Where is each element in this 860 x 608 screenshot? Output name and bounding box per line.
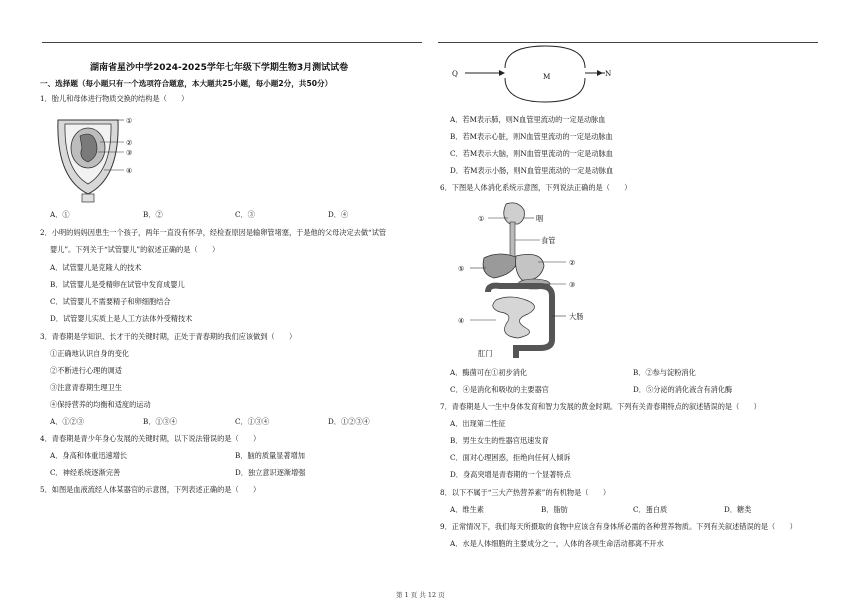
- q3-option-a[interactable]: A．①②③: [50, 417, 84, 426]
- q3-item-3: ③注意青春期生理卫生: [50, 383, 122, 392]
- q1-label-2: ②: [126, 138, 133, 147]
- q8-option-a[interactable]: A．维生素: [450, 505, 484, 514]
- page-title: 湖南省星沙中学2024-2025学年七年级下学期生物3月测试试卷: [90, 63, 349, 73]
- q1-label-3: ③: [126, 148, 133, 157]
- q2-option-b[interactable]: B．试管婴儿是受精卵在试管中发育成婴儿: [50, 280, 185, 289]
- header-rule-left: [42, 42, 422, 43]
- q1-option-a[interactable]: A．①: [50, 210, 70, 219]
- q3-option-c[interactable]: C．①③④: [235, 417, 270, 426]
- q6-label-4: ④: [458, 316, 465, 325]
- q8-option-d[interactable]: D．糖类: [724, 505, 752, 514]
- q6-option-a[interactable]: A．酶菌可在①初步消化: [450, 368, 528, 377]
- q1-label-1: ①: [126, 116, 133, 125]
- q2-option-a[interactable]: A．试管婴儿是克隆人的技术: [50, 263, 142, 272]
- q7-option-b[interactable]: B．男生女生的性器官迅速发育: [450, 436, 549, 445]
- q6-label-5: ⑤: [458, 264, 465, 273]
- q6-option-c[interactable]: C．④是消化和吸收的主要器官: [450, 385, 549, 394]
- q7-option-a[interactable]: A．出现第二性征: [450, 419, 506, 428]
- q5-label-m: M: [543, 72, 551, 81]
- q6-label-anus: 肛门: [478, 349, 493, 358]
- q3-item-2: ②不断进行心理的调适: [50, 366, 122, 375]
- q1-stem: 1．胎儿和母体进行物质交换的结构是（ ）: [40, 94, 189, 103]
- q2-option-c[interactable]: C．试管婴儿不需要精子和卵细胞结合: [50, 297, 171, 306]
- q6-stem: 6．下图是人体消化系统示意图，下列说法正确的是（ ）: [440, 183, 632, 192]
- q1-option-c[interactable]: C．③: [235, 210, 255, 219]
- q4-stem: 4．青春期是青少年身心发展的关键时期，以下说法错误的是（ ）: [40, 434, 261, 443]
- q5-label-n: N: [605, 69, 612, 78]
- q6-label-pharynx: 咽: [536, 214, 544, 223]
- q5-stem: 5．如图是血液流经人体某器官的示意图，下列表述正确的是（ ）: [40, 485, 261, 494]
- q4-option-d[interactable]: D．独立意识逐渐增强: [235, 468, 306, 477]
- header-rule-right: [438, 42, 818, 43]
- q2-stem-line1: 2．小明的妈妈因患生一个孩子，两年一直没有怀孕，经检查原因是输卵管堵塞，于是他的父母决定去做“试管: [40, 228, 387, 237]
- q9-stem: 9．正常情况下，我们每天所摄取的食物中应该含有身体所必需的各种营养物质。下列有关叙述错误的是（ ）: [440, 522, 797, 531]
- q4-option-b[interactable]: B．脑的质量显著增加: [235, 451, 305, 460]
- q5-figure-bloodflow: [455, 44, 605, 104]
- q5-label-q: Q: [452, 69, 458, 78]
- q7-option-c[interactable]: C．面对心理困惑，拒绝向任何人倾诉: [450, 453, 571, 462]
- q8-option-b[interactable]: B．脂肪: [541, 505, 568, 514]
- q2-option-d[interactable]: D．试管婴儿实质上是人工方法体外受精技术: [50, 314, 193, 323]
- q3-stem: 3．青春期是学知识、长才干的关键时期，正处于青春期的我们应该做到（ ）: [40, 332, 297, 341]
- q1-option-b[interactable]: B．②: [143, 210, 163, 219]
- q6-label-large-intestine: 大肠: [569, 312, 584, 321]
- q8-stem: 8．以下不属于“三大产热营养素”的有机物是（ ）: [440, 488, 611, 497]
- q3-item-4: ④保持营养的均衡和适度的运动: [50, 400, 151, 409]
- q7-option-d[interactable]: D．身高突增是青春期的一个显著特点: [450, 470, 571, 479]
- q5-option-b[interactable]: B．若M表示心脏，则N血管里流动的一定是动脉血: [450, 132, 613, 141]
- q7-stem: 7．青春期是人一生中身体发育和智力发展的黄金时期。下列有关青春期特点的叙述错误的是（ ）: [440, 402, 761, 411]
- q5-option-d[interactable]: D．若M表示小肠，则N血管里流动的一定是动脉血: [450, 166, 614, 175]
- q6-label-1: ①: [478, 214, 485, 223]
- q6-label-3: ③: [569, 280, 576, 289]
- q3-option-d[interactable]: D．①②③④: [328, 417, 370, 426]
- q1-option-d[interactable]: D．④: [328, 210, 349, 219]
- q4-option-c[interactable]: C．神经系统逐渐完善: [50, 468, 121, 477]
- q1-label-4: ④: [126, 166, 133, 175]
- q8-option-c[interactable]: C．蛋白质: [633, 505, 668, 514]
- q2-stem-line2: 婴儿”。下列关于“试管婴儿”的叙述正确的是（ ）: [50, 245, 220, 254]
- q6-figure-digestive: [470, 200, 580, 360]
- q9-option-a[interactable]: A．水是人体细胞的主要成分之一，人体的各项生命活动都离不开水: [450, 539, 664, 548]
- q3-option-b[interactable]: B．①③④: [143, 417, 178, 426]
- q4-option-a[interactable]: A．身高和体重迅速增长: [50, 451, 128, 460]
- q6-option-b[interactable]: B．②参与淀粉消化: [633, 368, 696, 377]
- q5-option-c[interactable]: C．若M表示大脑，则N血管里流动的一定是动脉血: [450, 149, 613, 158]
- q6-label-2: ②: [569, 258, 576, 267]
- q5-option-a[interactable]: A．若M表示肺，则N血管里流动的一定是动脉血: [450, 115, 606, 124]
- q6-label-esophagus: 食管: [541, 236, 556, 245]
- q3-item-1: ①正确地认识自身的变化: [50, 349, 130, 358]
- q6-option-d[interactable]: D．⑤分泌的消化液含有消化酶: [633, 385, 733, 394]
- section-heading: 一、选择题（每小题只有一个选项符合题意，本大题共25小题，每小题2分，共50分）: [40, 79, 333, 88]
- page-footer: 第 1 页 共 12 页: [396, 591, 445, 599]
